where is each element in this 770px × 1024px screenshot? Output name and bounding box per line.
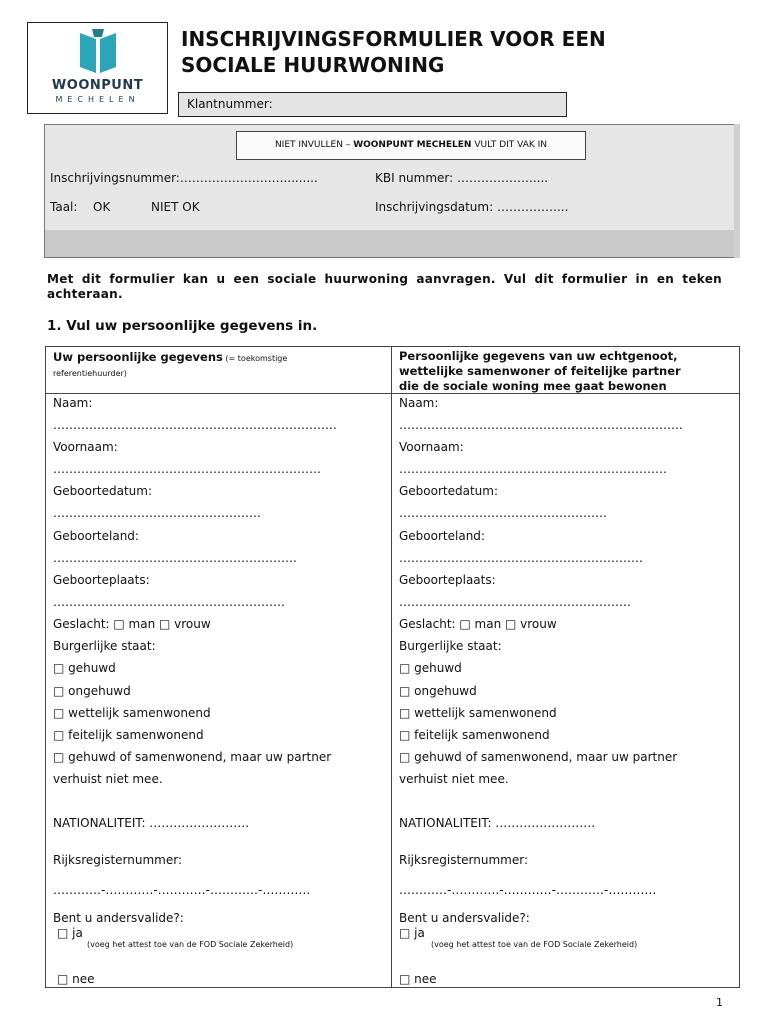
taal-niet-ok[interactable]: NIET OK: [151, 200, 200, 214]
page-number: 1: [716, 996, 723, 1009]
right-geboorteland-label: Geboorteland:: [399, 529, 485, 543]
right-geslacht[interactable]: Geslacht: □ man □ vrouw: [399, 617, 557, 631]
left-nationaliteit-field[interactable]: NATIONALITEIT: …………………….: [53, 816, 250, 830]
right-geboorteplaats-input[interactable]: ………………………………………………….: [399, 595, 631, 609]
left-verhuist-text: verhuist niet mee.: [53, 772, 163, 786]
notice-post: VULT DIT VAK IN: [471, 140, 548, 150]
right-feitelijk-checkbox[interactable]: □ feitelijk samenwonend: [399, 728, 550, 742]
left-andersvalide-label: Bent u andersvalide?:: [53, 911, 184, 925]
klantnummer-field[interactable]: [178, 92, 567, 117]
right-header-line-1: Persoonlijke gegevens van uw echtgenoot,: [399, 349, 678, 363]
right-andersvalide-label: Bent u andersvalide?:: [399, 911, 530, 925]
left-geboorteplaats-label: Geboorteplaats:: [53, 573, 150, 587]
office-notice: [236, 131, 586, 160]
logo-subtitle: MECHELEN: [55, 95, 140, 104]
right-burgerlijke-staat: Burgerlijke staat:: [399, 639, 502, 653]
inschrijvingsdatum-field[interactable]: Inschrijvingsdatum: ……………...: [375, 200, 569, 214]
kbi-field[interactable]: KBI nummer: ……………….....: [375, 171, 549, 185]
right-gehuwd-checkbox[interactable]: □ gehuwd: [399, 661, 462, 675]
left-geboorteland-label: Geboorteland:: [53, 529, 139, 543]
notice-bold: WOONPUNT MECHELEN: [353, 140, 472, 150]
left-naam-input[interactable]: ……………………………………………………………..: [53, 418, 337, 432]
right-attest-note: (voeg het attest toe van de FOD Sociale Zekerheid): [431, 940, 638, 949]
right-nationaliteit-field[interactable]: NATIONALITEIT: …………………….: [399, 816, 596, 830]
left-gehuwd-of-checkbox[interactable]: □ gehuwd of samenwonend, maar uw partner: [53, 750, 332, 764]
right-ja-checkbox[interactable]: □ ja: [399, 926, 425, 940]
notice-pre: NIET INVULLEN –: [274, 140, 354, 150]
book-icon: [78, 29, 118, 77]
taal-label: Taal:: [50, 200, 78, 214]
right-voornaam-label: Voornaam:: [399, 440, 464, 454]
left-feitelijk-checkbox[interactable]: □ feitelijk samenwonend: [53, 728, 204, 742]
left-geboorteland-input[interactable]: …………………………………………………….: [53, 551, 297, 565]
right-wettelijk-checkbox[interactable]: □ wettelijk samenwonend: [399, 706, 557, 720]
right-header-line-3: die de sociale woning mee gaat bewonen: [399, 379, 667, 393]
left-header: [53, 350, 383, 380]
intro-text: Met dit formulier kan u een sociale huurwoning aanvragen. Vul dit formulier in en teken achteraan.: [47, 272, 722, 301]
right-geboortedatum-input[interactable]: …………………………………………….: [399, 506, 607, 520]
right-ongehuwd-checkbox[interactable]: □ ongehuwd: [399, 684, 477, 698]
right-rijks-input[interactable]: …………-…………-…………-…………-…………: [399, 883, 657, 897]
left-header-title: Uw persoonlijke gegevens: [53, 350, 223, 364]
title-line-2: SOCIALE HUURWONING: [181, 53, 445, 77]
left-header-note: (= toekomstige: [222, 354, 288, 363]
right-nee-checkbox[interactable]: □ nee: [399, 972, 437, 986]
left-burgerlijke-staat: Burgerlijke staat:: [53, 639, 156, 653]
left-attest-note: (voeg het attest toe van de FOD Sociale Zekerheid): [87, 940, 294, 949]
office-use-strip: [44, 230, 740, 258]
right-naam-input[interactable]: ……………………………………………………………..: [399, 418, 683, 432]
right-voornaam-input[interactable]: ………………………………………………………….: [399, 462, 667, 476]
left-rijks-input[interactable]: …………-…………-…………-…………-…………: [53, 883, 311, 897]
logo-word: WOONPUNT: [51, 78, 144, 93]
section-heading-1: 1. Vul uw persoonlijke gegevens in.: [47, 318, 318, 334]
left-naam-label: Naam:: [53, 396, 93, 410]
right-header: [399, 349, 739, 394]
left-ja-checkbox[interactable]: □ ja: [57, 926, 83, 940]
left-wettelijk-checkbox[interactable]: □ wettelijk samenwonend: [53, 706, 211, 720]
inschrijvingsnummer-field[interactable]: Inschrijvingsnummer:………………….…..........: [50, 171, 318, 185]
left-geboortedatum-label: Geboortedatum:: [53, 484, 153, 498]
office-use-edge: [734, 124, 740, 258]
left-geboorteplaats-input[interactable]: ………………………………………………….: [53, 595, 285, 609]
title-line-1: INSCHRIJVINGSFORMULIER VOOR EEN: [181, 27, 606, 51]
left-ongehuwd-checkbox[interactable]: □ ongehuwd: [53, 684, 131, 698]
right-geboorteland-input[interactable]: …………………………………………………….: [399, 551, 643, 565]
taal-ok[interactable]: OK: [93, 200, 111, 214]
left-geslacht[interactable]: Geslacht: □ man □ vrouw: [53, 617, 211, 631]
right-geboorteplaats-label: Geboorteplaats:: [399, 573, 496, 587]
logo: [27, 22, 168, 114]
page-title: [181, 26, 606, 78]
left-voornaam-input[interactable]: ………………………………………………………….: [53, 462, 321, 476]
klantnummer-label: Klantnummer:: [187, 97, 273, 111]
right-verhuist-text: verhuist niet mee.: [399, 772, 509, 786]
left-header-note-2: referentiehuurder): [53, 369, 127, 378]
left-rijks-label: Rijksregisternummer:: [53, 853, 183, 867]
right-rijks-label: Rijksregisternummer:: [399, 853, 529, 867]
right-geboortedatum-label: Geboortedatum:: [399, 484, 499, 498]
left-geboortedatum-input[interactable]: …………………………………………….: [53, 506, 261, 520]
left-nee-checkbox[interactable]: □ nee: [57, 972, 95, 986]
left-voornaam-label: Voornaam:: [53, 440, 118, 454]
right-naam-label: Naam:: [399, 396, 439, 410]
right-header-line-2: wettelijke samenwoner of feitelijke partner: [399, 364, 681, 378]
right-gehuwd-of-checkbox[interactable]: □ gehuwd of samenwonend, maar uw partner: [399, 750, 678, 764]
left-gehuwd-checkbox[interactable]: □ gehuwd: [53, 661, 116, 675]
column-divider: [391, 346, 392, 988]
